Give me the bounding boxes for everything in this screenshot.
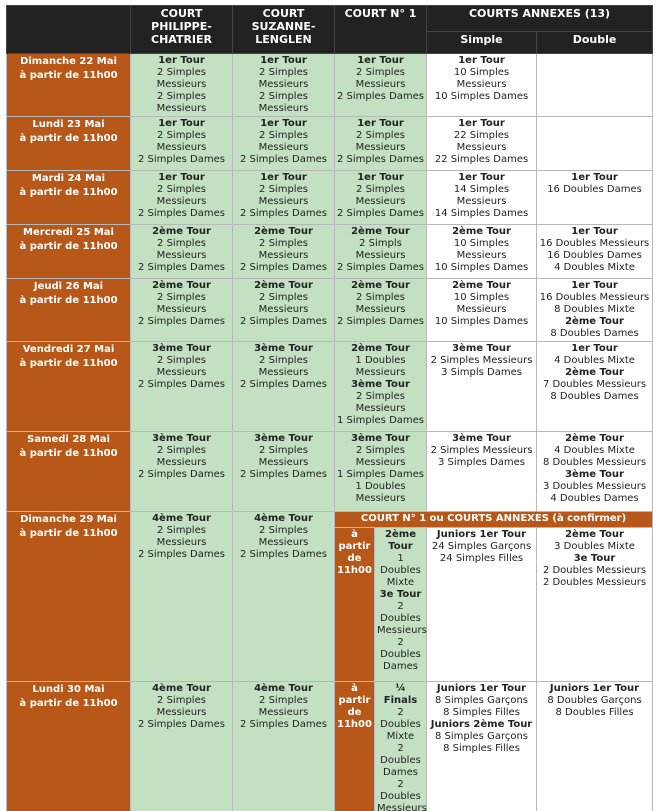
cell-line: Messieurs	[355, 79, 406, 90]
cell-line: 1er Tour	[260, 172, 307, 183]
cell-line: à	[351, 683, 358, 694]
court-chatrier-cell	[131, 512, 233, 682]
day-label: Jeudi 26 Mai	[33, 281, 104, 292]
cell-line: 2 Simples Messieurs	[156, 130, 207, 153]
cell-line: Juniors 1er Tour	[436, 683, 527, 694]
cell-line: 14 Simples Messieurs	[453, 184, 510, 207]
cell-line: 2 Simples	[356, 445, 405, 456]
schedule-table	[6, 5, 653, 811]
court-lenglen-cell	[233, 171, 335, 225]
cell-line: 8 Doubles Filles	[555, 707, 634, 718]
cell-line: 2 Simples Dames	[239, 262, 327, 273]
cell-line: 2ème Tour	[351, 226, 410, 237]
cell-line: 3 Doubles Messieurs	[542, 481, 647, 492]
cell-line: 10 Simples Messieurs	[453, 292, 510, 315]
cell-line: 1er Tour	[458, 172, 505, 183]
cell-line: 2 Simples Messieurs	[156, 292, 207, 315]
cell-line: 2 Simples	[356, 130, 405, 141]
court-lenglen-cell	[233, 342, 335, 432]
cell-line: 7 Doubles Messieurs	[542, 379, 647, 390]
annexes-simple-cell	[427, 682, 537, 811]
cell-line: 2ème Tour	[565, 316, 624, 327]
cell-line: 2 Simples Dames	[337, 208, 425, 219]
cell-line: 2ème Tour	[565, 367, 624, 378]
cell-line: 10 Simples Messieurs	[453, 238, 510, 261]
cell-line: Dames	[383, 767, 418, 778]
cell-line: 1	[397, 553, 404, 564]
cell-line: 8 Simples Filles	[443, 743, 520, 754]
cell-line: 1er Tour	[458, 55, 505, 66]
cell-line: 1er Tour	[571, 226, 618, 237]
cell-line: Messieurs	[355, 142, 406, 153]
cell-line: 2 Simples Messieurs	[258, 130, 309, 153]
day-cell	[7, 225, 131, 279]
court-lenglen-cell	[233, 512, 335, 682]
cell-line: Juniors 1er Tour	[549, 683, 640, 694]
annexes-simple-cell	[427, 225, 537, 279]
cell-line: de	[347, 553, 362, 564]
cell-line: 1 Simples Dames	[337, 469, 425, 480]
cell-line: 2ème Tour	[254, 226, 313, 237]
cell-line: 1er Tour	[571, 280, 618, 291]
annexes-simple-cell	[427, 54, 537, 117]
cell-line: 2ème	[385, 529, 416, 540]
cell-line: Doubles	[380, 755, 421, 766]
cell-line: 2 Simples Dames	[337, 262, 425, 273]
day-cell	[7, 279, 131, 342]
cell-line: 2 Simples Messieurs	[258, 91, 309, 114]
day-cell	[7, 432, 131, 512]
cell-line: 2 Simples	[356, 292, 405, 303]
cell-line: 1er Tour	[158, 55, 205, 66]
cell-line: 11h00	[337, 719, 372, 730]
cell-line: 3ème Tour	[152, 343, 211, 354]
day-label: Lundi 30 Mai	[32, 684, 105, 695]
cell-line: 3ème Tour	[452, 343, 511, 354]
cell-line: 1er Tour	[571, 343, 618, 354]
court-lenglen-cell	[233, 432, 335, 512]
cell-line: 2 Simples Dames	[337, 91, 425, 102]
annexes-simple-cell	[427, 171, 537, 225]
annexes-double-cell	[537, 528, 653, 682]
cell-line: 2 Simples Dames	[137, 208, 225, 219]
start-time-cell	[335, 682, 375, 811]
cell-line: 24 Simples Garçons	[431, 541, 532, 552]
cell-line: 2	[397, 637, 404, 648]
cell-line: ¼ Finals	[383, 683, 418, 706]
cell-line: 1er Tour	[357, 55, 404, 66]
court-chatrier-cell	[131, 225, 233, 279]
day-cell	[7, 512, 131, 682]
annexes-simple-cell	[427, 117, 537, 171]
court-1-cell	[335, 279, 427, 342]
cell-line: 2 Simples Messieurs	[156, 445, 207, 468]
cell-line: 2 Simples Messieurs	[156, 525, 207, 548]
cell-line: Doubles	[380, 791, 421, 802]
cell-line: 2 Simples Dames	[239, 154, 327, 165]
cell-line: Messieurs	[355, 403, 406, 414]
cell-line: 2ème Tour	[152, 226, 211, 237]
court-chatrier-cell	[131, 117, 233, 171]
cell-line: Juniors 2ème Tour	[430, 719, 533, 730]
day-cell	[7, 117, 131, 171]
day-time: à partir de 11h00	[19, 70, 118, 81]
day-label: Dimanche 22 Mai	[20, 56, 117, 67]
court-chatrier-cell	[131, 279, 233, 342]
cell-line: 3ème Tour	[351, 379, 410, 390]
annexes-simple-cell	[427, 342, 537, 432]
cell-line: 2	[397, 779, 404, 790]
cell-line: 2 Doubles Messieurs	[542, 565, 647, 576]
cell-line: 2ème Tour	[452, 226, 511, 237]
court-1-cell	[335, 342, 427, 432]
cell-line: 1er Tour	[357, 172, 404, 183]
day-time: à partir de 11h00	[19, 448, 118, 459]
court-1-cell	[335, 54, 427, 117]
schedule-row	[7, 171, 653, 225]
cell-line: 1er Tour	[260, 118, 307, 129]
cell-line: 4 Doubles Mixte	[554, 262, 635, 273]
annexes-double-cell	[537, 117, 653, 171]
cell-line: 2 Simples Dames	[239, 316, 327, 327]
cell-line: 4 Doubles Dames	[550, 493, 639, 504]
day-time: à partir de 11h00	[19, 528, 118, 539]
schedule-row	[7, 225, 653, 279]
cell-line: 1er Tour	[357, 118, 404, 129]
cell-line: 16 Doubles Messieurs	[539, 292, 650, 303]
cell-line: 4ème Tour	[152, 513, 211, 524]
annexes-simple-cell	[427, 432, 537, 512]
day-label: Mardi 24 Mai	[31, 173, 106, 184]
cell-line: 1er Tour	[260, 55, 307, 66]
annexes-double-cell	[537, 225, 653, 279]
court-chatrier-cell	[131, 682, 233, 811]
court-lenglen-cell	[233, 54, 335, 117]
cell-line: Mixte	[386, 577, 415, 588]
cell-line: Messieurs	[355, 367, 406, 378]
cell-line: Messieurs	[355, 493, 406, 504]
cell-line: 2	[397, 707, 404, 718]
cell-line: 2 Simples Messieurs	[258, 445, 309, 468]
cell-line: 22 Simples Dames	[434, 154, 529, 165]
cell-line: 8 Doubles Messieurs	[542, 457, 647, 468]
cell-line: 2 Simples Dames	[137, 469, 225, 480]
cell-line: 1 Simples Dames	[337, 415, 425, 426]
cell-line: de	[347, 707, 362, 718]
cell-line: 4 Doubles Mixte	[554, 445, 635, 456]
cell-line: 4ème Tour	[152, 683, 211, 694]
cell-line: 2 Simples Dames	[137, 719, 225, 730]
court-1-cell	[375, 682, 427, 811]
cell-line: 2 Simples Dames	[239, 469, 327, 480]
cell-line: 3ème Tour	[452, 433, 511, 444]
cell-line: 10 Simples Dames	[434, 91, 529, 102]
cell-line: 4ème Tour	[254, 513, 313, 524]
cell-line: 2ème Tour	[351, 280, 410, 291]
cell-line: 22 Simples Messieurs	[453, 130, 510, 153]
annexes-simple-cell	[427, 279, 537, 342]
cell-line: 10 Simples Dames	[434, 262, 529, 273]
schedule-row	[7, 682, 653, 811]
schedule-row	[7, 342, 653, 432]
cell-line: 2 Simples Messieurs	[156, 184, 207, 207]
cell-line: 2ème Tour	[351, 343, 410, 354]
cell-line: 2 Simples Messieurs	[430, 355, 533, 366]
cell-line: 2ème Tour	[565, 433, 624, 444]
cell-line: 1er Tour	[571, 172, 618, 183]
schedule-body	[7, 54, 653, 811]
annexes-double-cell	[537, 342, 653, 432]
cell-line: 2 Simples Messieurs	[156, 67, 207, 90]
cell-line: à	[351, 529, 358, 540]
cell-line: 2 Simples Messieurs	[156, 695, 207, 718]
cell-line: 10 Simples Dames	[434, 316, 529, 327]
cell-line: 2ème Tour	[452, 280, 511, 291]
cell-line: 14 Simples Dames	[434, 208, 529, 219]
cell-line: 3 Simpls Dames	[441, 367, 522, 378]
cell-line: 2	[397, 601, 404, 612]
cell-line: 3ème Tour	[152, 433, 211, 444]
cell-line: Doubles	[380, 613, 421, 624]
schedule-row	[7, 54, 653, 117]
cell-line: 2 Simples Dames	[137, 262, 225, 273]
court-lenglen-cell	[233, 682, 335, 811]
cell-line: Doubles	[380, 649, 421, 660]
cell-line: 1 Doubles	[355, 355, 406, 366]
day-time: à partir de 11h00	[19, 295, 118, 306]
cell-line: Messieurs	[377, 625, 427, 636]
cell-line: 16 Doubles Dames	[547, 184, 642, 195]
header-court-lenglen: COURT SUZANNE-LENGLEN	[233, 6, 335, 54]
cell-line: 2 Simples Messieurs	[258, 238, 309, 261]
cell-line: 2 Simples Dames	[337, 154, 425, 165]
cell-line: 2 Simples Dames	[137, 154, 225, 165]
cell-line: 3 Doubles Mixte	[554, 541, 635, 552]
court-lenglen-cell	[233, 225, 335, 279]
day-label: Vendredi 27 Mai	[22, 344, 115, 355]
cell-line: 2 Simples	[356, 391, 405, 402]
cell-line: 2 Simples Messieurs	[430, 445, 533, 456]
cell-line: 2 Simples Messieurs	[258, 355, 309, 378]
day-label: Lundi 23 Mai	[32, 119, 105, 130]
cell-line: 2 Doubles Messieurs	[542, 577, 647, 588]
cell-line: 2 Simples Dames	[137, 379, 225, 390]
header-double: Double	[537, 32, 653, 54]
cell-line: Messieurs	[355, 196, 406, 207]
day-time: à partir de 11h00	[19, 241, 118, 252]
cell-line: 2 Simples Messieurs	[258, 525, 309, 548]
cell-line: 10 Simples Messieurs	[453, 67, 510, 90]
cell-line: 2 Simples	[356, 184, 405, 195]
cell-line: partir	[338, 541, 371, 552]
schedule-row	[7, 432, 653, 512]
cell-line: Messieurs	[355, 304, 406, 315]
cell-line: 2 Simples Messieurs	[156, 355, 207, 378]
header-corner	[7, 6, 131, 54]
cell-line: 3ème Tour	[254, 433, 313, 444]
cell-line: Messieurs	[377, 803, 427, 811]
day-label: Dimanche 29 Mai	[20, 514, 117, 525]
court-chatrier-cell	[131, 54, 233, 117]
cell-line: Messieurs	[355, 250, 406, 261]
cell-line: Tour	[388, 541, 413, 552]
cell-line: 2 Simples Dames	[239, 208, 327, 219]
cell-line: 16 Doubles Messieurs	[539, 238, 650, 249]
court-chatrier-cell	[131, 171, 233, 225]
header-court-chatrier: COURT PHILIPPE-CHATRIER	[131, 6, 233, 54]
day-cell	[7, 54, 131, 117]
cell-line: 1er Tour	[158, 118, 205, 129]
day-cell	[7, 171, 131, 225]
court-lenglen-cell	[233, 117, 335, 171]
cell-line: 8 Doubles Dames	[550, 391, 639, 402]
cell-line: 2ème Tour	[152, 280, 211, 291]
cell-line: 8 Doubles Dames	[550, 328, 639, 339]
annexes-double-cell	[537, 54, 653, 117]
day-label: Samedi 28 Mai	[27, 434, 110, 445]
cell-line: partir	[338, 695, 371, 706]
cell-line: 8 Simples Garçons	[435, 695, 529, 706]
cell-line: 2ème Tour	[254, 280, 313, 291]
court-1-cell	[335, 432, 427, 512]
day-label: Mercredi 25 Mai	[23, 227, 114, 238]
court-1-cell	[375, 528, 427, 682]
cell-line: 2 Simples Dames	[337, 316, 425, 327]
annexes-simple-cell	[427, 528, 537, 682]
cell-line: 3e Tour	[379, 589, 422, 600]
cell-line: Mixte	[386, 731, 415, 742]
start-time-cell	[335, 528, 375, 682]
schedule-row	[7, 117, 653, 171]
cell-line: Dames	[383, 661, 418, 672]
cell-line: 2 Simpls	[359, 238, 402, 249]
cell-line: 2	[397, 743, 404, 754]
cell-line: 2 Simples Dames	[137, 316, 225, 327]
cell-line: 3ème Tour	[565, 469, 624, 480]
cell-line: Messieurs	[355, 457, 406, 468]
header-courts-annexes: COURTS ANNEXES (13)	[427, 6, 653, 32]
annexes-double-cell	[537, 682, 653, 811]
cell-line: 2 Simples Dames	[137, 549, 225, 560]
cell-line: 2 Simples Messieurs	[258, 67, 309, 90]
cell-line: 24 Simples Filles	[439, 553, 524, 564]
court-1-cell	[335, 171, 427, 225]
day-time: à partir de 11h00	[19, 698, 118, 709]
cell-line: 2 Simples Messieurs	[156, 91, 207, 114]
cell-line: 8 Simples Filles	[443, 707, 520, 718]
cell-line: 2 Simples Messieurs	[156, 238, 207, 261]
day-cell	[7, 342, 131, 432]
court-lenglen-cell	[233, 279, 335, 342]
confirm-banner: COURT N° 1 ou COURTS ANNEXES (à confirmer)	[335, 512, 653, 528]
annexes-double-cell	[537, 279, 653, 342]
cell-line: 3 Simples Dames	[438, 457, 526, 468]
cell-line: 2 Simples Messieurs	[258, 184, 309, 207]
court-chatrier-cell	[131, 342, 233, 432]
cell-line: 16 Doubles Dames	[547, 250, 642, 261]
court-1-cell	[335, 225, 427, 279]
schedule-row	[7, 512, 653, 528]
cell-line: 2 Simples Dames	[239, 719, 327, 730]
cell-line: 4 Doubles Mixte	[554, 355, 635, 366]
cell-line: 2 Simples Dames	[239, 549, 327, 560]
day-time: à partir de 11h00	[19, 358, 118, 369]
cell-line: 3e Tour	[573, 553, 616, 564]
cell-line: 4ème Tour	[254, 683, 313, 694]
cell-line: 8 Doubles Mixte	[554, 304, 635, 315]
cell-line: 1 Doubles	[355, 481, 406, 492]
cell-line: 2 Simples Dames	[239, 379, 327, 390]
cell-line: 1er Tour	[158, 172, 205, 183]
day-cell	[7, 682, 131, 811]
annexes-double-cell	[537, 432, 653, 512]
cell-line: 2 Simples	[356, 67, 405, 78]
cell-line: 2 Simples Messieurs	[258, 292, 309, 315]
cell-line: Doubles	[380, 719, 421, 730]
schedule-row	[7, 279, 653, 342]
annexes-double-cell	[537, 171, 653, 225]
cell-line: 8 Doubles Garçons	[547, 695, 642, 706]
cell-line: 3ème Tour	[351, 433, 410, 444]
cell-line: Doubles	[380, 565, 421, 576]
court-chatrier-cell	[131, 432, 233, 512]
cell-line: 2ème Tour	[565, 529, 624, 540]
cell-line: 11h00	[337, 565, 372, 576]
cell-line: 1er Tour	[458, 118, 505, 129]
cell-line: Juniors 1er Tour	[436, 529, 527, 540]
cell-line: 2 Simples Messieurs	[258, 695, 309, 718]
court-1-cell	[335, 117, 427, 171]
day-time: à partir de 11h00	[19, 187, 118, 198]
day-time: à partir de 11h00	[19, 133, 118, 144]
header-court-1: COURT N° 1	[335, 6, 427, 54]
header-simple: Simple	[427, 32, 537, 54]
cell-line: 8 Simples Garçons	[435, 731, 529, 742]
cell-line: 3ème Tour	[254, 343, 313, 354]
